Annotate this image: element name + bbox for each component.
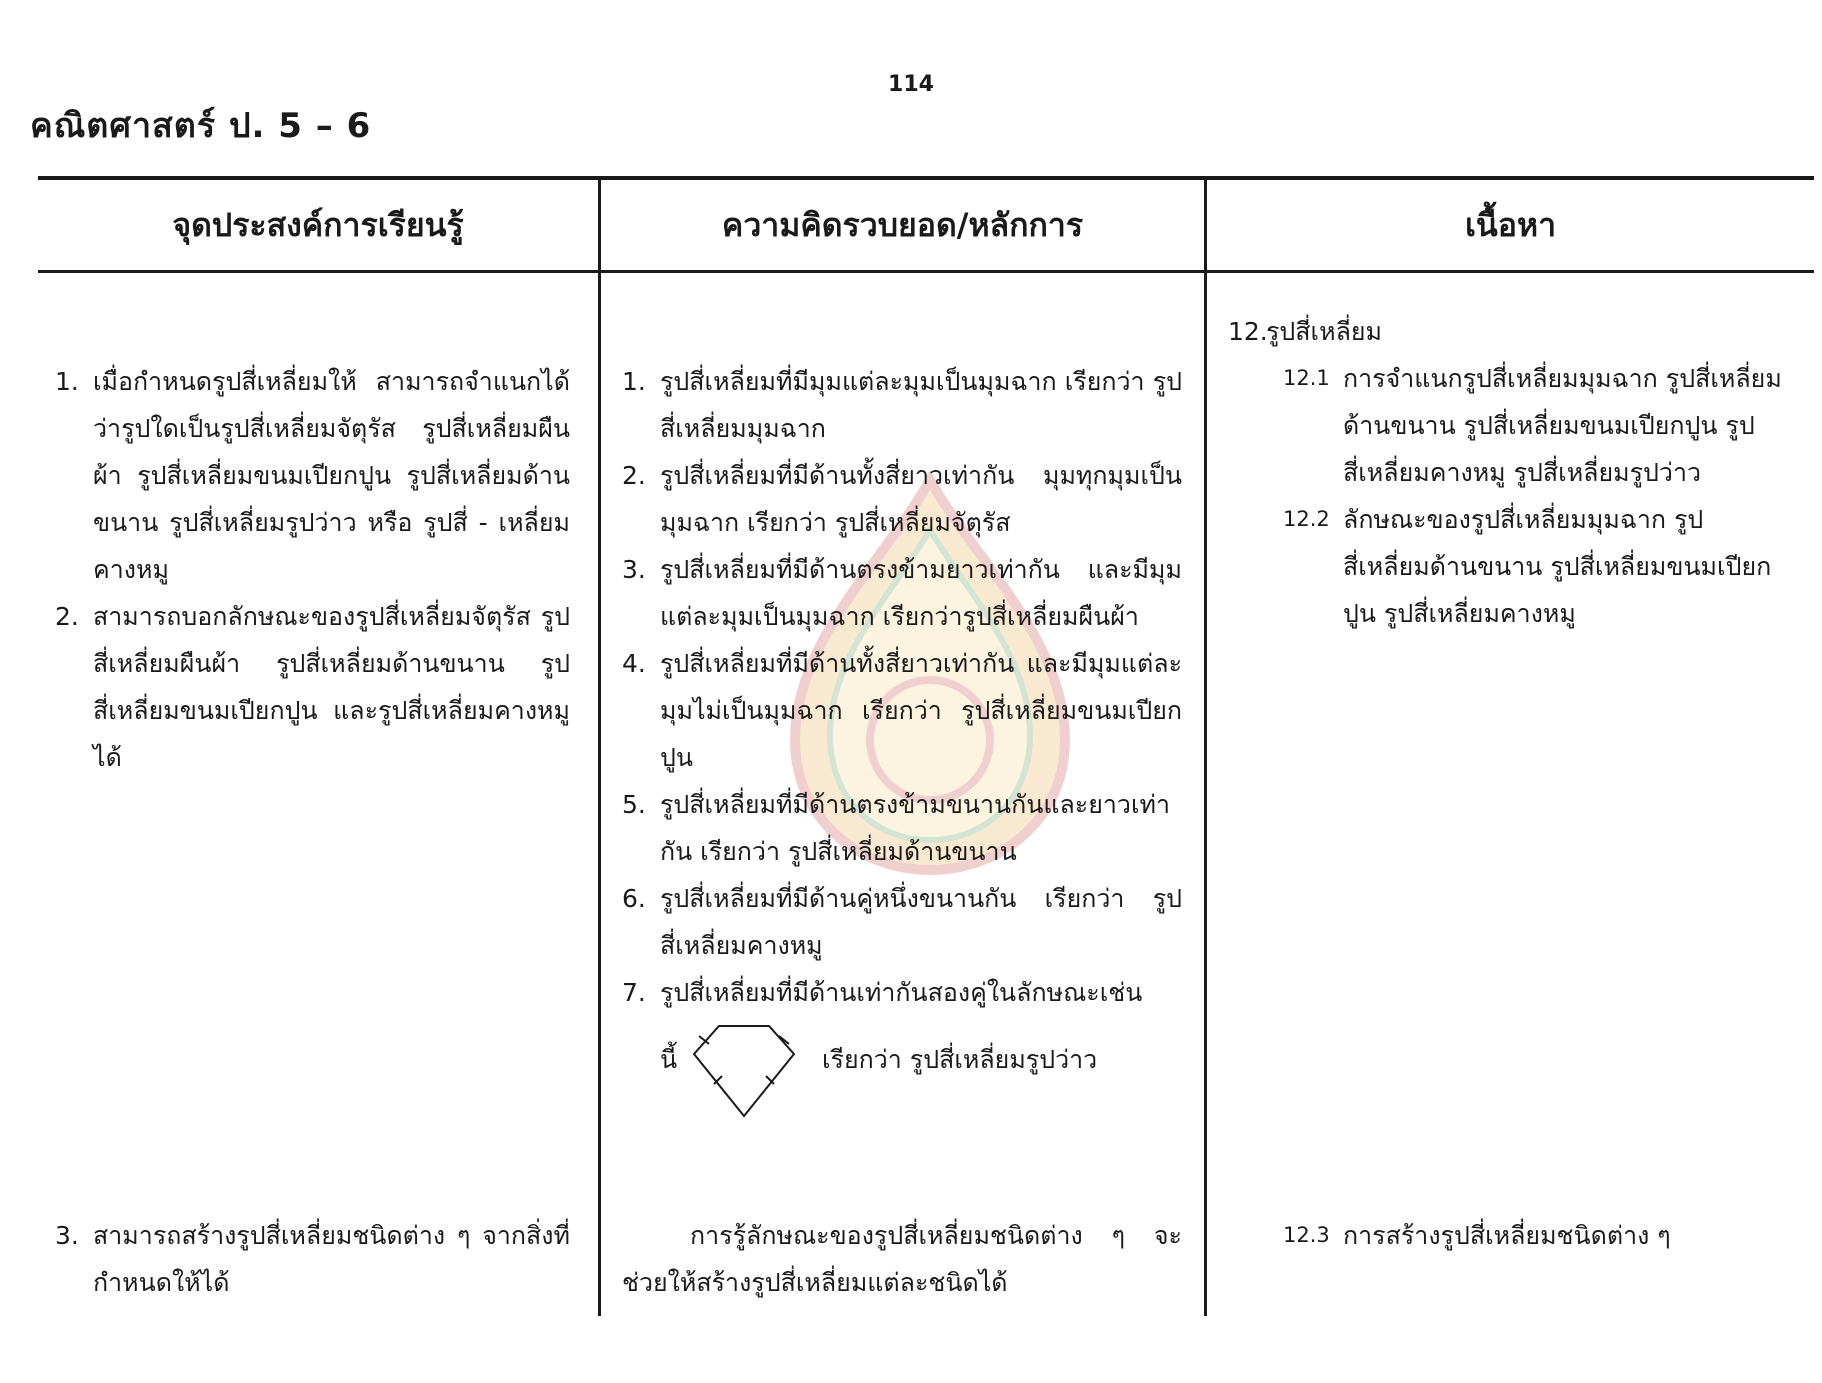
kite-prefix: นี้ (660, 1045, 678, 1074)
heading-text: รูปสี่เหลี่ยม (1266, 317, 1383, 346)
item-number: 7. (622, 978, 646, 1007)
content-bottom-block (1228, 1212, 1788, 1259)
objective-list (55, 358, 570, 781)
item-text: รูปสี่เหลี่ยมที่มีด้านเท่ากันสองคู่ในลักษณะเช่น (660, 978, 1143, 1007)
item-number: 2. (55, 602, 79, 631)
item-number: 12.3 (1283, 1223, 1330, 1247)
item-number: 12.1 (1283, 366, 1330, 390)
item-text: การจำแนกรูปสี่เหลี่ยมมุมฉาก รูปสี่เหลี่ยมด้านขนาน รูปสี่เหลี่ยมขนมเปียกปูน รูปสี่เหลี่ยมคางหมู รูปสี่เหลี่ยมรูปว่าว (1343, 364, 1782, 487)
concept-item (622, 452, 1182, 546)
content-subitem (1283, 496, 1788, 637)
concept-item (622, 781, 1182, 875)
item-number: 3. (55, 1221, 79, 1250)
item-number: 3. (622, 555, 646, 584)
column-divider (1204, 176, 1207, 1316)
concept-item (622, 358, 1182, 452)
kite-suffix: เรียกว่า รูปสี่เหลี่ยมรูปว่าว (822, 1045, 1098, 1074)
item-number: 1. (622, 367, 646, 396)
item-text: รูปสี่เหลี่ยมที่มีมุมแต่ละมุมเป็นมุมฉาก เรียกว่า รูปสี่เหลี่ยมมุมฉาก (660, 367, 1182, 443)
item-number: 5. (622, 790, 646, 819)
objective-item (55, 358, 570, 593)
concept-item (622, 640, 1182, 781)
column-header-concepts: ความคิดรวบยอด/หลักการ (721, 206, 1084, 244)
item-text: รูปสี่เหลี่ยมที่มีด้านตรงข้ามยาวเท่ากัน และมีมุมแต่ละมุมเป็นมุมฉาก เรียกว่ารูปสี่เหลี่ยมผืนผ้า (660, 555, 1182, 631)
page-number: 114 (888, 72, 934, 97)
table-top-rule (38, 176, 1814, 180)
column-header-objectives: จุดประสงค์การเรียนรู้ (172, 206, 464, 244)
item-text: รูปสี่เหลี่ยมที่มีด้านคู่หนึ่งขนานกัน เรียกว่า รูปสี่เหลี่ยมคางหมู (660, 884, 1182, 960)
content-subitem (1283, 355, 1788, 496)
concept-item (622, 546, 1182, 640)
item-number: 4. (622, 649, 646, 678)
column-header-content: เนื้อหา (1464, 206, 1557, 244)
content-subitem (1283, 1212, 1788, 1259)
concept-list (622, 358, 1182, 1106)
item-text: สามารถบอกลักษณะของรูปสี่เหลี่ยมจัตุรัส รูปสี่เหลี่ยมผืนผ้า รูปสี่เหลี่ยมด้านขนาน รูปสี่เหลี่ยมขนมเปียกปูน และรูปสี่เหลี่ยมคางหมูได้ (93, 602, 570, 772)
content-heading (1228, 308, 1788, 355)
objective-item (55, 593, 570, 781)
item-number: 12. (1228, 317, 1268, 346)
kite-example (622, 1016, 1182, 1106)
objective-list-bottom (55, 1212, 570, 1306)
document-title: คณิตศาสตร์ ป. 5 – 6 (30, 106, 372, 146)
item-text: ลักษณะของรูปสี่เหลี่ยมมุมฉาก รูปสี่เหลี่ยมด้านขนาน รูปสี่เหลี่ยมขนมเปียกปูน รูปสี่เหลี่ยมคางหมู (1343, 505, 1772, 628)
item-text: รูปสี่เหลี่ยมที่มีด้านทั้งสี่ยาวเท่ากัน มุมทุกมุมเป็นมุมฉาก เรียกว่า รูปสี่เหลี่ยมจัตุรัส (660, 461, 1182, 537)
kite-figure-icon (684, 1016, 804, 1126)
item-text: สามารถสร้างรูปสี่เหลี่ยมชนิดต่าง ๆ จากสิ่งที่กำหนดให้ได้ (93, 1221, 570, 1297)
item-number: 6. (622, 884, 646, 913)
concept-item (622, 969, 1182, 1016)
content-list (1228, 308, 1788, 637)
column-divider (598, 176, 601, 1316)
concept-bottom-block (622, 1212, 1182, 1306)
item-number: 12.2 (1283, 507, 1330, 531)
item-text: รูปสี่เหลี่ยมที่มีด้านตรงข้ามขนานกันและยาวเท่ากัน เรียกว่า รูปสี่เหลี่ยมด้านขนาน (660, 790, 1171, 866)
item-number: 1. (55, 367, 79, 396)
item-text: การสร้างรูปสี่เหลี่ยมชนิดต่าง ๆ (1343, 1221, 1671, 1250)
item-text: รูปสี่เหลี่ยมที่มีด้านทั้งสี่ยาวเท่ากัน และมีมุมแต่ละมุมไม่เป็นมุมฉาก เรียกว่า รูปสี่เหลี่ยมขนมเปียกปูน (660, 649, 1182, 772)
concept-item (622, 875, 1182, 969)
objective-item (55, 1212, 570, 1306)
concept-paragraph: การรู้ลักษณะของรูปสี่เหลี่ยมชนิดต่าง ๆ จะช่วยให้สร้างรูปสี่เหลี่ยมแต่ละชนิดได้ (622, 1221, 1182, 1297)
table-header-rule (38, 270, 1814, 273)
item-number: 2. (622, 461, 646, 490)
item-text: เมื่อกำหนดรูปสี่เหลี่ยมให้ สามารถจำแนกได้ว่ารูปใดเป็นรูปสี่เหลี่ยมจัตุรัส รูปสี่เหลี่ยมผืนผ้า รูปสี่เหลี่ยมขนมเปียกปูน รูปสี่เหลี่ยมด้านขนาน รูปสี่เหลี่ยมรูปว่าว หรือ รูปสี่ - เหลี่ยมคางหมู (93, 367, 570, 584)
